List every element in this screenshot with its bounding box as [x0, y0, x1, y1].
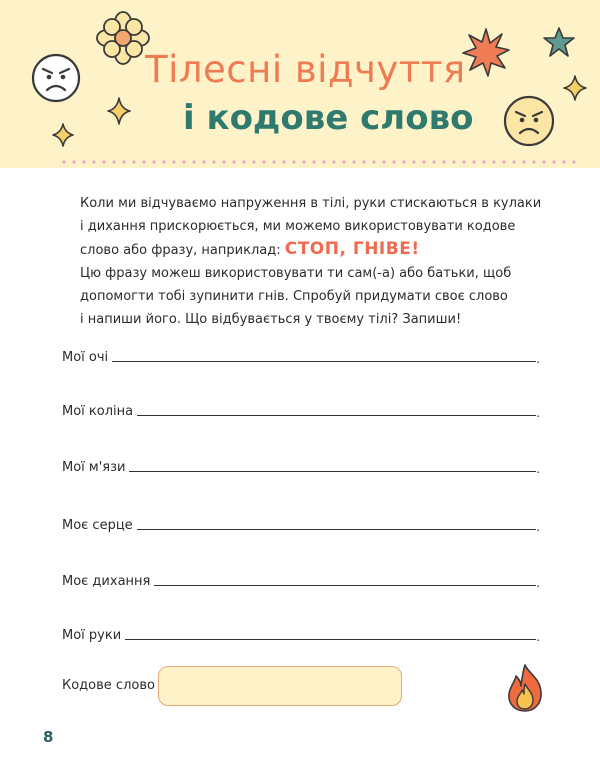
intro-line: допомогти тобі зупинити гнів. Спробуй придумати своє слово	[80, 289, 508, 304]
burst-icon	[460, 26, 512, 78]
angry-face-icon	[30, 52, 82, 104]
sparkle-icon	[562, 74, 588, 102]
writing-line[interactable]	[154, 584, 536, 586]
star-icon	[542, 26, 576, 58]
field-end: .	[536, 576, 540, 590]
page-number: 8	[43, 728, 54, 746]
writing-line[interactable]	[112, 360, 536, 362]
writing-line[interactable]	[137, 528, 536, 530]
field-eyes[interactable]	[62, 346, 540, 366]
code-word-input[interactable]	[158, 666, 402, 706]
field-label: Мої коліна	[62, 404, 134, 419]
field-end: .	[536, 630, 540, 644]
dotted-divider	[60, 156, 580, 168]
intro-line: і напиши його. Що відбувається у твоєму тілі? Запиши!	[80, 312, 462, 327]
code-phrase-highlight: СТОП, ГНІВЕ!	[284, 239, 420, 259]
writing-line[interactable]	[137, 414, 536, 416]
field-label: Мої м'язи	[62, 460, 126, 475]
field-end: .	[536, 520, 540, 534]
code-word-label: Кодове слово	[62, 678, 155, 693]
flame-icon	[502, 662, 548, 714]
writing-line[interactable]	[125, 638, 536, 640]
field-end: .	[536, 352, 540, 366]
field-end: .	[536, 406, 540, 420]
flower-icon	[95, 10, 151, 66]
intro-text	[80, 192, 550, 331]
field-label: Мої очі	[62, 350, 109, 365]
field-label: Моє дихання	[62, 574, 151, 589]
page-title-line1: Тілесні відчуття	[145, 48, 466, 91]
page-title-line2: і кодове слово	[183, 98, 474, 138]
field-heart[interactable]	[62, 514, 540, 534]
field-knees[interactable]	[62, 400, 540, 420]
field-end: .	[536, 462, 540, 476]
sparkle-icon	[106, 96, 132, 126]
writing-line[interactable]	[129, 470, 536, 472]
intro-line-text: слово або фразу, наприклад:	[80, 243, 281, 258]
sparkle-icon	[51, 122, 75, 148]
intro-line: Цю фразу можеш використовувати ти сам(-а) або батьки, щоб	[80, 266, 512, 281]
intro-line: Коли ми відчуваємо напруження в тілі, руки стискаються в кулаки	[80, 196, 542, 211]
field-breathing[interactable]	[62, 570, 540, 590]
field-label: Моє серце	[62, 518, 133, 533]
field-label: Мої руки	[62, 628, 122, 643]
field-hands[interactable]	[62, 624, 540, 644]
intro-line: і дихання прискорюється, ми можемо використовувати кодове	[80, 219, 516, 234]
field-muscles[interactable]	[62, 456, 540, 476]
intro-line	[80, 238, 550, 262]
angry-face-icon	[502, 94, 556, 148]
